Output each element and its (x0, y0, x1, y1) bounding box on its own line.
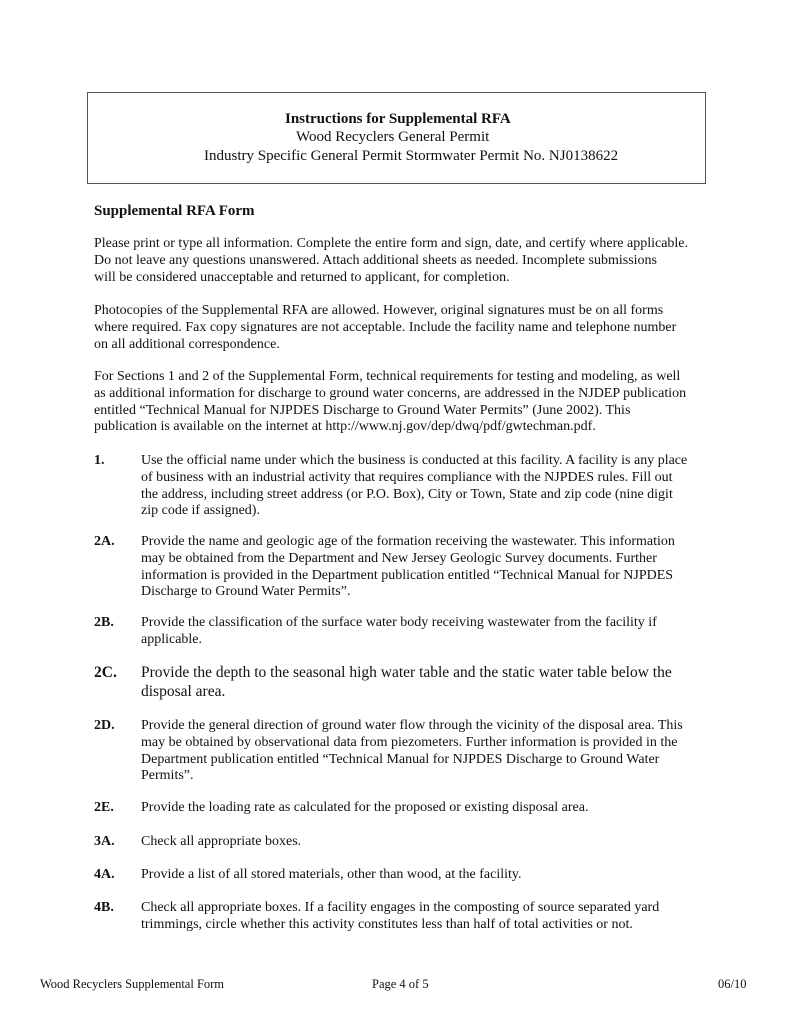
item-number: 1. (94, 453, 105, 468)
item-text: Provide the depth to the seasonal high water table and the static water table below the disposal area. (141, 664, 672, 700)
footer-page-number: Page 4 of 5 (372, 977, 429, 991)
paragraph-photocopies: Photocopies of the Supplemental RFA are allowed. However, original signatures must be on all forms where required. Fax copy signatures are not acceptable. Include the facility name and telephone number on all additional correspondence. (94, 303, 677, 352)
item-number: 2E. (94, 800, 114, 815)
document-title: Instructions for Supplemental RFA (285, 111, 511, 127)
item-text: Provide the loading rate as calculated for the proposed or existing disposal area. (141, 800, 589, 815)
item-number: 2D. (94, 718, 115, 733)
section-title: Supplemental RFA Form (94, 203, 255, 219)
item-number: 2A. (94, 534, 115, 549)
item-number: 2C. (94, 664, 117, 681)
item-text: Use the official name under which the business is conducted at this facility. A facility is any place of business with an industrial activity that requires compliance with the NJPDES rules. Fill out the address, including street address (or P.O. Box), City or Town, State and zip code (nine digit zip code if assigned). (141, 453, 688, 519)
footer-form-name: Wood Recyclers Supplemental Form (40, 977, 225, 991)
item-text: Provide the general direction of ground water flow through the vicinity of the disposal area. This may be obtained by observational data from piezometers. Further information is provided in the Department publication entitled “Technical Manual for NJPDES Discharge to Ground Water Permits”. (141, 718, 683, 784)
footer-date: 06/10 (718, 977, 747, 991)
item-number: 4B. (94, 900, 114, 915)
paragraph-technical-manual: For Sections 1 and 2 of the Supplemental Form, technical requirements for testing and modeling, as well as additional information for discharge to ground water concerns, are addressed in the NJDEP publication entitled “Technical Manual for NJPDES Discharge to Ground Water Permits” (June 2002). This publication is available on the internet at http://www.nj.gov/dep/dwq/pdf/gwtechman.pdf. (94, 369, 687, 435)
item-number: 2B. (94, 615, 114, 630)
item-number: 4A. (94, 867, 115, 882)
item-text: Provide the name and geologic age of the formation receiving the wastewater. This information may be obtained from the Department and New Jersey Geologic Survey documents. Further information is provided in the Department publication entitled “Technical Manual for NJPDES Discharge to Ground Water Permits”. (141, 534, 675, 600)
item-text: Check all appropriate boxes. If a facility engages in the composting of source separated yard trimmings, circle whether this activity constitutes less than half of total activities or not. (141, 900, 660, 932)
permit-number: Industry Specific General Permit Stormwater Permit No. NJ0138622 (204, 148, 619, 164)
item-text: Provide the classification of the surface water body receiving wastewater from the facility if applicable. (141, 615, 657, 647)
item-text: Provide a list of all stored materials, other than wood, at the facility. (141, 867, 522, 882)
paragraph-instructions: Please print or type all information. Complete the entire form and sign, date, and certify where applicable. Do not leave any questions unanswered. Attach additional sheets as needed. Incomplete submissions will be considered unacceptable and returned to applicant, for completion. (94, 236, 689, 285)
item-number: 3A. (94, 834, 115, 849)
item-text: Check all appropriate boxes. (141, 834, 302, 849)
document-subtitle: Wood Recyclers General Permit (296, 129, 490, 145)
